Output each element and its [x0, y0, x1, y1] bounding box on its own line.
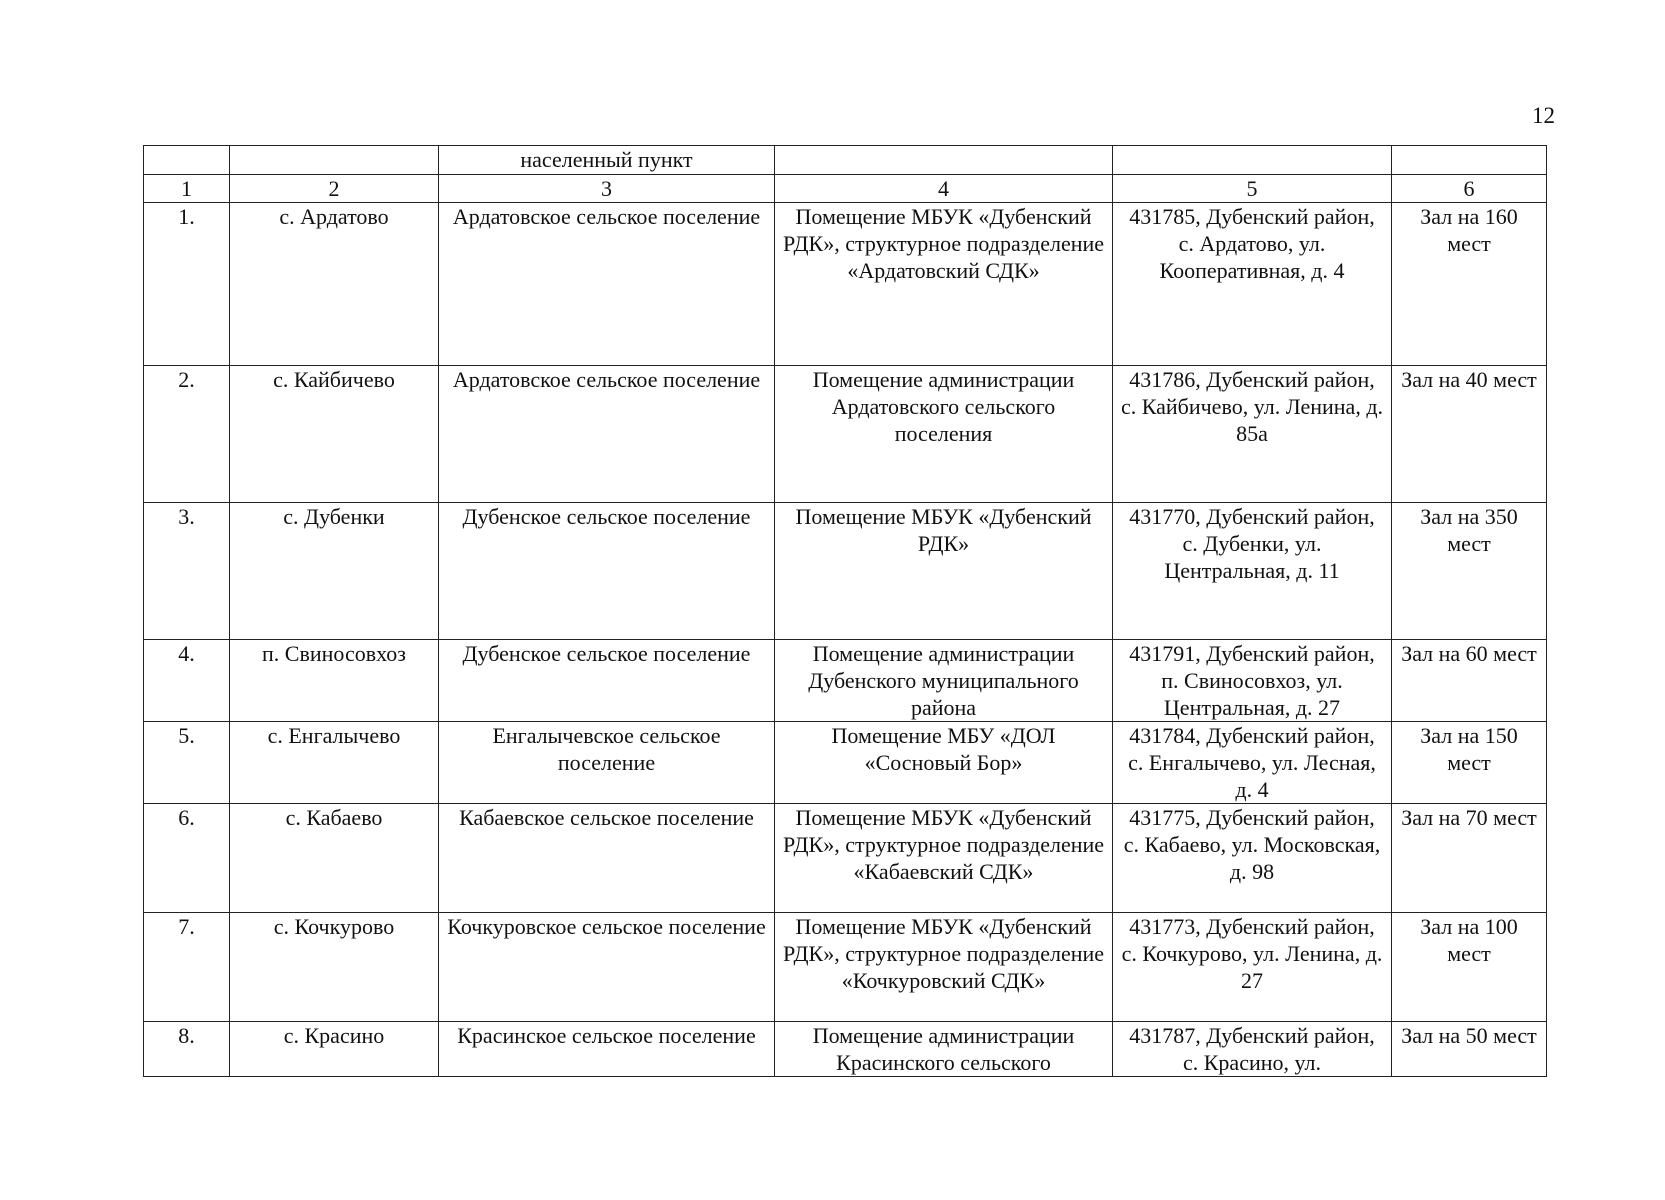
- municipality-cell: Енгалычевское сельское поселение: [439, 722, 775, 804]
- row-number: 1.: [144, 203, 230, 366]
- table-row: [144, 203, 1547, 366]
- header-cell: [1113, 146, 1392, 175]
- table-header-row: [144, 146, 1547, 175]
- premises-cell: Помещение МБУК «Дубенский РДК», структурное подразделение «Ардатовский СДК»: [775, 203, 1113, 366]
- header-cell: [144, 146, 230, 175]
- row-number: 3.: [144, 503, 230, 640]
- capacity-cell: Зал на 350 мест: [1392, 503, 1547, 640]
- settlement-cell: с. Кайбичево: [230, 366, 439, 503]
- premises-cell: Помещение администрации Ардатовского сельского поселения: [775, 366, 1113, 503]
- table-row: [144, 503, 1547, 640]
- settlement-cell: с. Красино: [230, 1022, 439, 1077]
- municipality-cell: Ардатовское сельское поселение: [439, 366, 775, 503]
- table-row: [144, 913, 1547, 1022]
- municipality-cell: Дубенское сельское поселение: [439, 503, 775, 640]
- header-cell: [230, 146, 439, 175]
- row-number: 2.: [144, 366, 230, 503]
- row-number: 4.: [144, 640, 230, 722]
- column-number-row: [144, 175, 1547, 203]
- table-row: [144, 366, 1547, 503]
- municipality-cell: Ардатовское сельское поселение: [439, 203, 775, 366]
- settlement-cell: с. Ардатово: [230, 203, 439, 366]
- settlement-cell: с. Дубенки: [230, 503, 439, 640]
- settlement-cell: с. Кочкурово: [230, 913, 439, 1022]
- header-cell-settlement-note: населенный пункт: [439, 146, 775, 175]
- address-cell: 431787, Дубенский район, с. Красино, ул.: [1113, 1022, 1392, 1077]
- municipality-cell: Дубенское сельское поселение: [439, 640, 775, 722]
- address-cell: 431785, Дубенский район, с. Ардатово, ул. Кооперативная, д. 4: [1113, 203, 1392, 366]
- capacity-cell: Зал на 150 мест: [1392, 722, 1547, 804]
- table-row: [144, 1022, 1547, 1077]
- row-number: 5.: [144, 722, 230, 804]
- table-row: [144, 640, 1547, 722]
- address-cell: 431784, Дубенский район, с. Енгалычево, ул. Лесная, д. 4: [1113, 722, 1392, 804]
- premises-cell: Помещение МБУ «ДОЛ «Сосновый Бор»: [775, 722, 1113, 804]
- column-number: 4: [775, 175, 1113, 203]
- capacity-cell: Зал на 70 мест: [1392, 804, 1547, 913]
- municipality-cell: Красинское сельское поселение: [439, 1022, 775, 1077]
- table-row: [144, 804, 1547, 913]
- settlement-cell: с. Кабаево: [230, 804, 439, 913]
- column-number: 5: [1113, 175, 1392, 203]
- row-number: 6.: [144, 804, 230, 913]
- capacity-cell: Зал на 100 мест: [1392, 913, 1547, 1022]
- settlement-cell: с. Енгалычево: [230, 722, 439, 804]
- row-number: 7.: [144, 913, 230, 1022]
- column-number: 2: [230, 175, 439, 203]
- capacity-cell: Зал на 50 мест: [1392, 1022, 1547, 1077]
- municipality-cell: Кабаевское сельское поселение: [439, 804, 775, 913]
- header-cell: [775, 146, 1113, 175]
- capacity-cell: Зал на 160 мест: [1392, 203, 1547, 366]
- table-row: [144, 722, 1547, 804]
- premises-cell: Помещение МБУК «Дубенский РДК», структурное подразделение «Кабаевский СДК»: [775, 804, 1113, 913]
- premises-cell: Помещение администрации Дубенского муниципального района: [775, 640, 1113, 722]
- address-cell: 431786, Дубенский район, с. Кайбичево, ул. Ленина, д. 85а: [1113, 366, 1392, 503]
- capacity-cell: Зал на 40 мест: [1392, 366, 1547, 503]
- row-number: 8.: [144, 1022, 230, 1077]
- address-cell: 431775, Дубенский район, с. Кабаево, ул. Московская, д. 98: [1113, 804, 1392, 913]
- column-number: 1: [144, 175, 230, 203]
- address-cell: 431773, Дубенский район, с. Кочкурово, ул. Ленина, д. 27: [1113, 913, 1392, 1022]
- premises-cell: Помещение МБУК «Дубенский РДК»: [775, 503, 1113, 640]
- settlement-cell: п. Свиносовхоз: [230, 640, 439, 722]
- polling-places-table: [143, 145, 1547, 1077]
- premises-cell: Помещение администрации Красинского сельского: [775, 1022, 1113, 1077]
- premises-cell: Помещение МБУК «Дубенский РДК», структурное подразделение «Кочкуровский СДК»: [775, 913, 1113, 1022]
- municipality-cell: Кочкуровское сельское поселение: [439, 913, 775, 1022]
- column-number: 6: [1392, 175, 1547, 203]
- capacity-cell: Зал на 60 мест: [1392, 640, 1547, 722]
- address-cell: 431791, Дубенский район, п. Свиносовхоз, ул. Центральная, д. 27: [1113, 640, 1392, 722]
- header-cell: [1392, 146, 1547, 175]
- column-number: 3: [439, 175, 775, 203]
- address-cell: 431770, Дубенский район, с. Дубенки, ул. Центральная, д. 11: [1113, 503, 1392, 640]
- page-number: 12: [1532, 103, 1555, 128]
